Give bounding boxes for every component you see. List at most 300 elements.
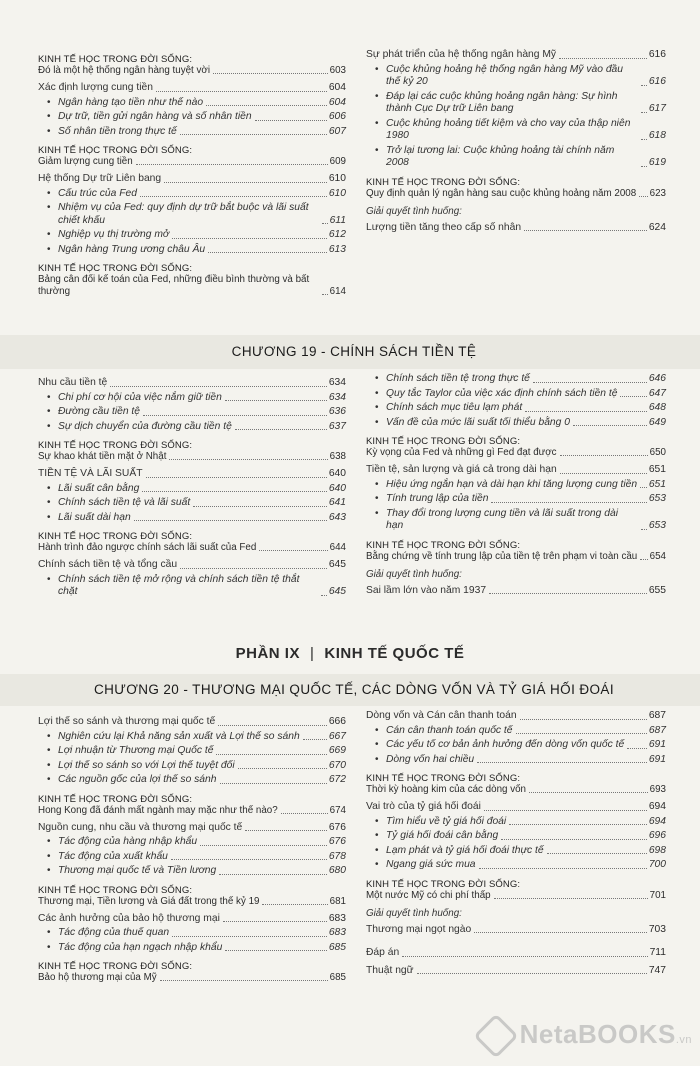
toc-subentry[interactable] (38, 392, 346, 405)
dot-leader (641, 529, 647, 530)
toc-block-right-3 (366, 710, 666, 977)
dot-leader (208, 252, 327, 253)
dot-leader (641, 85, 647, 86)
dot-leader (235, 429, 327, 430)
dot-leader (322, 294, 328, 295)
toc-entry-title: • Cuộc khủng hoảng hệ thống ngân hàng Mỹ vào đầu thế kỷ 20 (386, 63, 624, 87)
toc-entry-title: • Lợi thế so sánh so với Lợi thế tuyệt đối (58, 759, 235, 771)
toc-page-number: 694 (648, 815, 666, 827)
dot-leader (140, 196, 327, 197)
toc-page-number: 678 (328, 850, 346, 862)
toc-section-entry[interactable] (366, 947, 666, 960)
dot-leader (501, 839, 647, 840)
toc-case-header: Giải quyết tình huống: (366, 568, 462, 580)
toc-entry-title: • Hiệu ứng ngắn hạn và dài hạn khi tăng lượng cung tiền (386, 478, 638, 490)
toc-subentry[interactable] (38, 483, 346, 496)
toc-entry-title: • Cấu trúc của Fed (58, 187, 137, 199)
dot-leader (489, 593, 647, 594)
toc-feature-entry[interactable] (38, 274, 346, 298)
dot-leader (136, 164, 328, 165)
toc-feature-entry[interactable] (38, 65, 346, 77)
toc-section-entry[interactable] (366, 49, 666, 62)
toc-page-number: 624 (648, 221, 666, 233)
toc-entry-title: Đáp án (366, 947, 400, 958)
toc-feature-header: KINH TẾ HỌC TRONG ĐỜI SỐNG: (38, 884, 193, 896)
dot-leader (160, 980, 328, 981)
toc-page-number: 638 (329, 451, 346, 462)
dot-leader (142, 491, 327, 492)
dot-leader (516, 733, 647, 734)
toc-spacer (366, 936, 666, 942)
toc-entry-title: Tiền tệ, sản lượng và giá cả trong dài hạn (366, 464, 557, 475)
dot-leader (193, 506, 327, 507)
toc-entry-title: • Sự dịch chuyển của đường cầu tiền tệ (58, 420, 232, 432)
toc-subentry[interactable] (366, 479, 666, 492)
toc-page-number: 644 (329, 542, 346, 553)
toc-page-number: 617 (648, 103, 666, 114)
toc-feature-entry[interactable] (38, 451, 346, 463)
toc-page-number: 691 (648, 753, 666, 765)
toc-subentry[interactable] (38, 421, 346, 434)
toc-section-entry[interactable] (38, 559, 346, 572)
part-label: PHẦN IX (235, 645, 300, 662)
toc-feature-header: KINH TẾ HỌC TRONG ĐỜI SỐNG: (38, 793, 193, 805)
toc-entry-title: Bảo hộ thương mại của Mỹ (38, 972, 157, 983)
toc-page-number: 610 (328, 187, 346, 199)
toc-entry-title: • Nghiệp vụ thị trường mở (58, 229, 170, 240)
toc-section-entry[interactable] (366, 585, 666, 598)
toc-feature-entry[interactable] (366, 188, 666, 200)
toc-feature-entry[interactable] (366, 784, 666, 796)
toc-feature-entry[interactable] (38, 542, 346, 554)
toc-subentry[interactable] (38, 574, 346, 599)
toc-page-number: 641 (328, 497, 346, 508)
dot-leader (627, 748, 647, 749)
toc-entry-title: • Cuộc khủng hoảng tiết kiệm và cho vay của thập niên 1980 (386, 117, 631, 141)
toc-page-number: 681 (329, 895, 346, 907)
toc-page-number: 618 (648, 130, 666, 141)
toc-case-header: Giải quyết tình huống: (366, 205, 462, 217)
toc-entry-title: Chính sách tiền tệ và tổng cầu (38, 559, 178, 570)
toc-subentry[interactable] (366, 91, 666, 116)
toc-subentry[interactable] (366, 373, 666, 386)
toc-feature-entry[interactable] (366, 447, 666, 459)
dot-leader (484, 810, 647, 811)
dot-leader (573, 425, 647, 426)
toc-page-number: 609 (329, 156, 346, 167)
toc-entry-title: • Ngân hàng tạo tiền như thế nào (58, 96, 204, 108)
toc-entry-title: • Chính sách mục tiêu lạm phát (386, 402, 523, 413)
toc-page-number: 647 (648, 387, 666, 399)
toc-entry-title: Lượng tiền tăng theo cấp số nhân (366, 221, 522, 233)
toc-subentry[interactable] (38, 111, 346, 124)
toc-section-entry[interactable] (38, 173, 346, 186)
dot-leader (560, 473, 647, 474)
toc-subentry[interactable] (38, 244, 346, 257)
dot-leader (218, 725, 327, 726)
toc-page-number: 650 (649, 447, 666, 458)
toc-page-number: 703 (648, 923, 666, 935)
toc-page-number: 700 (648, 859, 666, 870)
chapter-19-title: CHƯƠNG 19 - CHÍNH SÁCH TIỀN TỆ (231, 344, 477, 359)
toc-entry-title: • Ngang giá sức mua (386, 859, 476, 870)
toc-subentry[interactable] (366, 388, 666, 401)
dot-leader (281, 813, 328, 814)
dot-leader (262, 904, 327, 905)
toc-entry-title: Sự phát triển của hệ thống ngân hàng Mỹ (366, 49, 557, 60)
dot-leader (321, 595, 327, 596)
toc-subentry[interactable] (366, 725, 666, 738)
toc-page-number: 651 (648, 478, 666, 490)
toc-section-entry[interactable] (38, 82, 346, 95)
toc-subentry[interactable] (366, 830, 666, 843)
toc-subentry[interactable] (38, 865, 346, 878)
toc-subentry[interactable] (366, 145, 666, 170)
toc-entry-title: • Lạm phát và tỷ giá hối đoái thực tế (386, 844, 544, 856)
dot-leader (524, 230, 647, 231)
toc-subentry[interactable] (366, 417, 666, 430)
dot-leader (216, 754, 326, 755)
toc-section-entry[interactable] (38, 913, 346, 926)
toc-page-number: 676 (328, 821, 346, 833)
toc-page-number: 669 (328, 745, 346, 756)
toc-page-number: 694 (648, 801, 666, 812)
toc-feature-entry[interactable] (38, 972, 346, 984)
toc-page-number: 636 (328, 406, 346, 417)
dot-leader (225, 950, 327, 951)
dot-leader (219, 874, 327, 875)
toc-page-number: 648 (648, 402, 666, 413)
toc-page-number: 611 (329, 214, 346, 226)
dot-leader (220, 783, 327, 784)
watermark (480, 1019, 692, 1052)
toc-page-number: 685 (328, 941, 346, 953)
dot-leader (259, 550, 327, 551)
part-separator: | (309, 645, 315, 662)
toc-entry-title: Vai trò của tỷ giá hối đoái (366, 801, 481, 812)
toc-feature-header: KINH TẾ HỌC TRONG ĐỜI SỐNG: (366, 436, 521, 447)
dot-leader (639, 196, 647, 197)
toc-entry-title: Thuật ngữ (366, 964, 414, 976)
toc-feature-header: KINH TẾ HỌC TRONG ĐỜI SỐNG: (38, 531, 193, 542)
toc-page-number: 640 (328, 468, 346, 479)
toc-entry-title: Lợi thế so sánh và thương mại quốc tế (38, 716, 216, 727)
toc-feature-entry[interactable] (366, 890, 666, 902)
toc-page-number: 616 (648, 49, 666, 60)
toc-page-number: 606 (328, 111, 346, 122)
dot-leader (134, 520, 327, 521)
toc-entry-title: Các ảnh hưởng của bảo hộ thương mại (38, 912, 220, 924)
dot-leader (547, 853, 647, 854)
toc-subentry[interactable] (38, 406, 346, 419)
toc-subentry[interactable] (38, 229, 346, 242)
toc-subentry[interactable] (366, 493, 666, 506)
toc-page-number: 687 (648, 710, 666, 721)
toc-page-number: 646 (648, 373, 666, 384)
dot-leader (402, 956, 647, 957)
dot-leader (520, 719, 647, 720)
toc-feature-header: KINH TẾ HỌC TRONG ĐỜI SỐNG: (366, 539, 521, 551)
dot-leader (172, 238, 327, 239)
toc-entry-title: Hệ thống Dự trữ Liên bang (38, 173, 162, 184)
toc-entry-title: • Cán cân thanh toán quốc tế (386, 724, 513, 736)
dot-leader (509, 824, 647, 825)
dot-leader (225, 400, 327, 401)
part-title: KINH TẾ QUỐC TẾ (324, 645, 465, 662)
toc-page-number: 653 (648, 493, 666, 504)
toc-entry-title: TIỀN TỆ VÀ LÃI SUẤT (38, 468, 143, 479)
toc-page-number: 604 (328, 96, 346, 108)
toc-entry-title: Sự khao khát tiền mặt ở Nhật (38, 451, 167, 462)
dot-leader (640, 487, 647, 488)
toc-entry-title: • Các nguồn gốc của lợi thế so sánh (58, 774, 217, 785)
toc-section-entry[interactable] (366, 222, 666, 235)
toc-entry-title: Thời kỳ hoàng kim của các dòng vốn (366, 784, 526, 795)
dot-leader (417, 973, 647, 974)
toc-page-number: 613 (328, 243, 346, 255)
toc-feature-header: KINH TẾ HỌC TRONG ĐỜI SỐNG: (38, 263, 193, 274)
toc-feature-header: KINH TẾ HỌC TRONG ĐỜI SỐNG: (38, 961, 193, 972)
dot-leader (491, 502, 646, 503)
toc-subentry[interactable] (38, 760, 346, 773)
toc-page-number: 747 (648, 964, 666, 976)
toc-section-entry[interactable] (38, 716, 346, 729)
toc-subentry[interactable] (38, 512, 346, 525)
dot-leader (213, 73, 328, 74)
toc-subentry[interactable] (38, 202, 346, 227)
toc-entry-title: • Chính sách tiền tệ và lãi suất (58, 497, 191, 508)
toc-feature-header: KINH TẾ HỌC TRONG ĐỜI SỐNG: (38, 440, 193, 451)
toc-entry-title: Bảng cân đối kế toán của Fed, những điều bình thường và bất thường (38, 274, 310, 297)
toc-page-number: 670 (328, 759, 346, 771)
toc-feature-header: KINH TẾ HỌC TRONG ĐỜI SỐNG: (366, 878, 521, 890)
dot-leader (641, 112, 647, 113)
toc-entry-title: Quy định quản lý ngân hàng sau cuộc khủng hoảng năm 2008 (366, 187, 637, 199)
dot-leader (303, 739, 327, 740)
toc-entry-title: • Ngân hàng Trung ương châu Âu (58, 243, 206, 255)
toc-page-number: 634 (328, 391, 346, 403)
toc-entry-title: Kỳ vọng của Fed và những gì Fed đạt được (366, 447, 557, 458)
toc-section-entry[interactable] (38, 822, 346, 835)
toc-entry-title: Thương mại, Tiền lương và Giá đất trong thế kỷ 19 (38, 895, 260, 907)
toc-entry-title: Bằng chứng về tính trung lập của tiền tệ trên phạm vi toàn cầu (366, 550, 638, 562)
toc-page-number: 623 (649, 187, 666, 199)
dot-leader (474, 932, 647, 933)
dot-leader (238, 768, 327, 769)
toc-case-header: Giải quyết tình huống: (366, 907, 462, 919)
toc-subentry[interactable] (38, 745, 346, 758)
dot-leader (479, 868, 647, 869)
part-heading (0, 645, 700, 662)
toc-entry-title: • Tính trung lập của tiền (386, 493, 489, 504)
toc-entry-title: • Tác động của thuế quan (58, 927, 170, 938)
toc-entry-title: Một nước Mỹ có chi phí thấp (366, 889, 491, 901)
toc-subentry[interactable] (38, 126, 346, 139)
dot-leader (110, 386, 327, 387)
toc-page-number: 674 (329, 804, 346, 816)
toc-page-number: 637 (328, 420, 346, 432)
toc-entry-title: • Tác động của hạn ngạch nhập khẩu (58, 941, 223, 953)
toc-page-number: 696 (648, 830, 666, 841)
toc-entry-title: • Dòng vốn hai chiều (386, 753, 475, 765)
toc-page-number: 649 (648, 416, 666, 428)
toc-feature-header: KINH TẾ HỌC TRONG ĐỜI SỐNG: (38, 145, 193, 156)
dot-leader (180, 568, 327, 569)
dot-leader (171, 859, 327, 860)
watermark-suffix: .vn (675, 1033, 692, 1046)
toc-subentry[interactable] (366, 118, 666, 143)
dot-leader (494, 898, 648, 899)
toc-subentry[interactable] (38, 97, 346, 110)
dot-leader (641, 139, 647, 140)
toc-page-number: 655 (648, 584, 666, 596)
toc-subentry[interactable] (38, 942, 346, 955)
toc-entry-title: • Đường cầu tiền tệ (58, 406, 141, 417)
toc-subentry[interactable] (366, 739, 666, 752)
toc-block-left-1 (38, 54, 346, 298)
toc-subentry[interactable] (366, 754, 666, 767)
dot-leader (322, 223, 328, 224)
toc-block-right-2 (366, 371, 666, 597)
toc-entry-title: • Số nhân tiền trong thực tế (58, 125, 177, 137)
toc-block-left-3 (38, 716, 346, 984)
toc-subentry[interactable] (38, 927, 346, 940)
dot-leader (559, 58, 647, 59)
toc-entry-title: • Dự trữ, tiền gửi ngân hàng và số nhân tiền (58, 111, 252, 122)
toc-entry-title: • Đáp lại các cuộc khủng hoảng ngân hàng: Sự hình thành Cục Dự trữ Liên bang (386, 90, 618, 114)
dot-leader (529, 792, 648, 793)
toc-subentry[interactable] (366, 845, 666, 858)
toc-feature-header: KINH TẾ HỌC TRONG ĐỜI SỐNG: (366, 176, 521, 188)
toc-page-number: 711 (649, 947, 666, 958)
toc-page-number: 698 (648, 844, 666, 856)
toc-section-entry[interactable] (366, 801, 666, 814)
toc-page-number: 640 (328, 482, 346, 494)
toc-section-entry[interactable] (38, 377, 346, 390)
toc-page-number: 645 (328, 586, 346, 597)
toc-page-number: 672 (328, 774, 346, 785)
toc-section-entry[interactable] (366, 710, 666, 723)
toc-entry-title: Giảm lượng cung tiền (38, 156, 133, 167)
toc-page-number: 683 (328, 927, 346, 938)
toc-page-number: 614 (329, 286, 346, 297)
toc-page-number: 604 (328, 82, 346, 93)
dot-leader (255, 120, 327, 121)
toc-page-number: 610 (328, 173, 346, 184)
toc-subentry[interactable] (366, 508, 666, 533)
toc-entry-title: Thương mại ngọt ngào (366, 923, 472, 935)
toc-feature-entry[interactable] (38, 896, 346, 908)
toc-page-number: 693 (649, 784, 666, 795)
toc-page-number: 653 (648, 520, 666, 531)
toc-page-number: 619 (648, 157, 666, 168)
dot-leader (640, 559, 647, 560)
dot-leader (206, 105, 327, 106)
toc-page-number: 612 (328, 229, 346, 240)
dot-leader (180, 134, 327, 135)
toc-entry-title: • Tác động của hàng nhập khẩu (58, 836, 198, 847)
toc-entry-title: • Trở lại tương lai: Cuộc khủng hoảng tài chính năm 2008 (386, 144, 615, 168)
toc-entry-title: • Nhiệm vụ của Fed: quy định dự trữ bắt buộc và lãi suất chiết khấu (58, 202, 309, 226)
toc-feature-entry[interactable] (366, 551, 666, 563)
toc-entry-title: Hành trình đảo ngược chính sách lãi suất của Fed (38, 542, 257, 553)
toc-subentry[interactable] (38, 497, 346, 510)
toc-page-number: 680 (328, 865, 346, 876)
toc-section-entry[interactable] (366, 464, 666, 477)
toc-page-number: 685 (329, 972, 346, 983)
toc-entry-title: • Các yếu tố cơ bản ảnh hưởng đến dòng vốn quốc tế (386, 739, 625, 750)
toc-page-number: 691 (648, 739, 666, 750)
toc-page-number: 667 (328, 730, 346, 742)
toc-subentry[interactable] (366, 64, 666, 89)
dot-leader (245, 830, 327, 831)
toc-subentry[interactable] (366, 816, 666, 829)
toc-feature-entry[interactable] (38, 156, 346, 168)
chapter-20-title: CHƯƠNG 20 - THƯƠNG MẠI QUỐC TẾ, CÁC DÒNG VỐN VÀ TỶ GIÁ HỐI ĐOÁI (94, 682, 614, 697)
toc-entry-title: • Tỷ giá hối đoái cân bằng (386, 830, 499, 841)
toc-feature-header: KINH TẾ HỌC TRONG ĐỜI SỐNG: (366, 773, 521, 784)
toc-entry-title: • Tìm hiểu về tỷ giá hối đoái (386, 815, 507, 827)
dot-leader (172, 936, 327, 937)
netabooks-logo-icon (473, 1013, 518, 1058)
toc-page-number: 651 (648, 464, 666, 475)
toc-entry-title: • Chính sách tiền tệ trong thực tế (386, 373, 530, 384)
toc-block-left-2 (38, 377, 346, 599)
dot-leader (223, 921, 327, 922)
toc-section-entry[interactable] (366, 965, 666, 978)
toc-entry-title: Xác định lượng cung tiền (38, 82, 153, 93)
dot-leader (525, 411, 647, 412)
toc-subentry[interactable] (366, 402, 666, 415)
toc-entry-title: Dòng vốn và Cán cân thanh toán (366, 710, 517, 721)
toc-entry-title: • Thay đổi trong lượng cung tiền và lãi suất trong dài hạn (386, 507, 618, 531)
toc-feature-entry[interactable] (38, 805, 346, 817)
watermark-brand: NetaBOOKS (519, 1018, 676, 1049)
toc-section-entry[interactable] (38, 468, 346, 481)
dot-leader (533, 382, 647, 383)
toc-page-number: 645 (328, 559, 346, 570)
toc-entry-title: • Nghiên cứu lại Khả năng sản xuất và Lợi thế so sánh (58, 730, 300, 742)
dot-leader (156, 91, 327, 92)
toc-subentry[interactable] (38, 188, 346, 201)
toc-entry-title: Đó là một hệ thống ngân hàng tuyệt vời (38, 65, 210, 76)
toc-entry-title: • Chi phí cơ hội của việc nắm giữ tiền (58, 391, 222, 403)
toc-page-number: 676 (328, 836, 346, 847)
dot-leader (143, 415, 327, 416)
toc-subentry[interactable] (38, 836, 346, 849)
dot-leader (169, 459, 327, 460)
toc-entry-title: • Quy tắc Taylor của việc xác định chính sách tiền tệ (386, 387, 618, 399)
toc-page-number: 634 (328, 377, 346, 388)
toc-subentry[interactable] (38, 731, 346, 744)
toc-section-entry[interactable] (366, 924, 666, 937)
toc-page-number: 666 (328, 716, 346, 727)
toc-page-number: 607 (328, 125, 346, 137)
toc-entry-title: • Thương mại quốc tế và Tiền lương (58, 865, 217, 876)
toc-subentry[interactable] (38, 774, 346, 787)
toc-entry-title: • Lợi nhuận từ Thương mại Quốc tế (58, 745, 214, 756)
dot-leader (146, 477, 327, 478)
toc-subentry[interactable] (366, 859, 666, 872)
toc-entry-title: • Chính sách tiền tệ mở rộng và chính sách tiền tệ thắt chặt (58, 573, 300, 597)
toc-block-right-1 (366, 49, 666, 234)
toc-subentry[interactable] (38, 851, 346, 864)
toc-page-number: 683 (328, 912, 346, 924)
dot-leader (200, 845, 327, 846)
toc-entry-title: Nhu cầu tiền tệ (38, 377, 108, 388)
toc-page-number: 687 (648, 724, 666, 736)
toc-page-number: 616 (648, 76, 666, 87)
